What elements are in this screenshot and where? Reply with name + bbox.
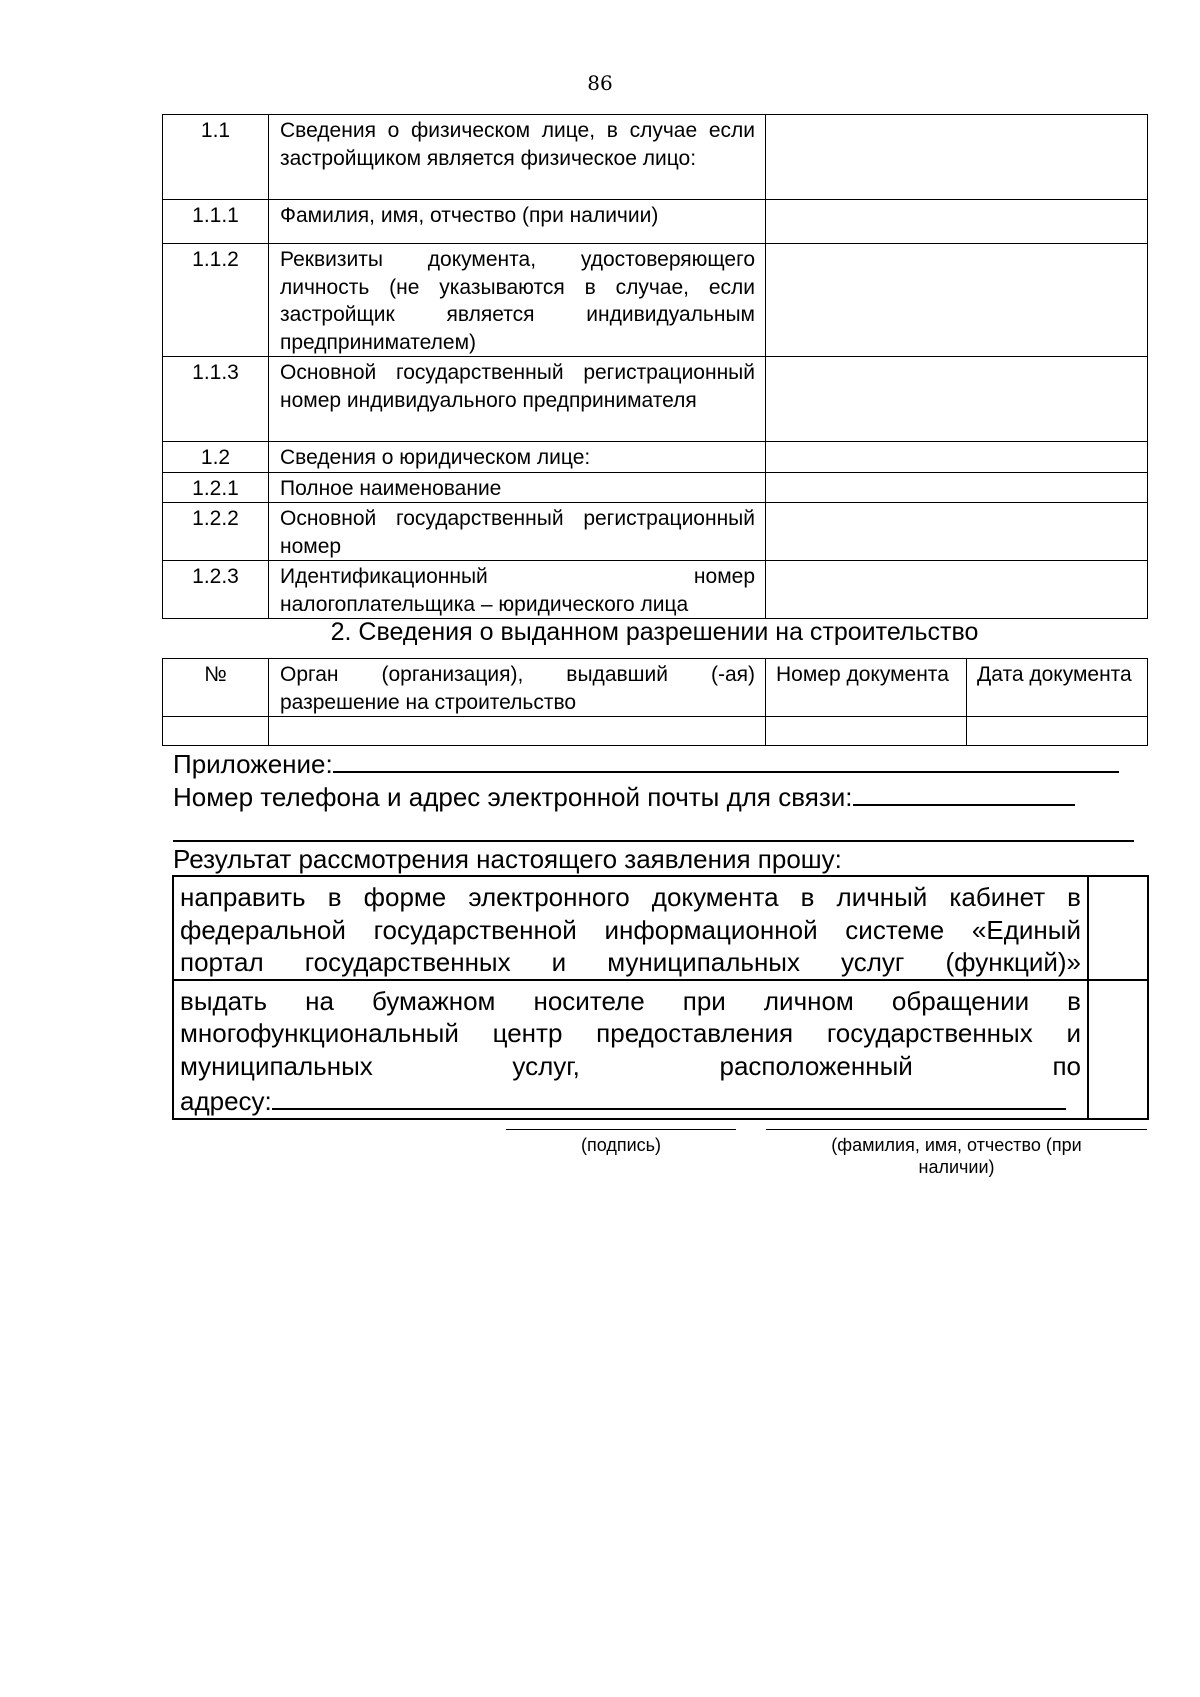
table-row: [163, 200, 1148, 244]
contact-label: Номер телефона и адрес электронной почты для связи:: [173, 782, 853, 812]
row-number: 1.1.1: [163, 200, 269, 244]
cell-number[interactable]: [163, 717, 269, 746]
appendix-field[interactable]: [333, 745, 1119, 773]
value-field[interactable]: [766, 503, 1148, 561]
value-field[interactable]: [766, 442, 1148, 473]
table-row: [163, 717, 1148, 746]
table-row: [163, 115, 1148, 200]
address-field[interactable]: [272, 1082, 1066, 1110]
table-row: [163, 357, 1148, 442]
row-number: 1.2.1: [163, 472, 269, 503]
value-field[interactable]: [766, 357, 1148, 442]
fullname-line[interactable]: [766, 1129, 1147, 1130]
table-row: [163, 561, 1148, 619]
value-field[interactable]: [766, 472, 1148, 503]
cell-organ[interactable]: [269, 717, 766, 746]
column-header-number: №: [163, 659, 269, 717]
result-label: Результат рассмотрения настоящего заявления прошу:: [173, 844, 842, 874]
contact-field-continuation[interactable]: [173, 840, 1134, 842]
table-row: [163, 472, 1148, 503]
signature-line[interactable]: [506, 1129, 736, 1130]
row-description: Сведения о физическом лице, в случае если застройщиком является физическое лицо:: [269, 115, 766, 200]
column-header-organ: Орган (организация), выдавший (-ая) разрешение на строительство: [269, 659, 766, 717]
row-description: Основной государственный регистрационный номер индивидуального предпринимателя: [269, 357, 766, 442]
row-number: 1.1: [163, 115, 269, 200]
fullname-caption-line1: (фамилия, имя, отчество (при: [831, 1135, 1082, 1155]
row-description: Основной государственный регистрационный номер: [269, 503, 766, 561]
row-description: Сведения о юридическом лице:: [269, 442, 766, 473]
option-text: выдать на бумажном носителе при личном обращении в многофункциональный центр предоставления государственных и муниципальных услуг, расположенный по: [180, 985, 1081, 1081]
address-label: адресу:: [180, 1086, 272, 1116]
row-description: Фамилия, имя, отчество (при наличии): [269, 200, 766, 244]
value-field[interactable]: [766, 561, 1148, 619]
row-description: Полное наименование: [269, 472, 766, 503]
option-electronic-text: [173, 876, 1088, 980]
cell-doc-date[interactable]: [967, 717, 1148, 746]
column-header-doc-number: Номер документа: [766, 659, 967, 717]
cell-doc-number[interactable]: [766, 717, 967, 746]
value-field[interactable]: [766, 115, 1148, 200]
option-paper-checkbox[interactable]: [1088, 980, 1148, 1119]
section-2-title: 2. Сведения о выданном разрешении на строительство: [330, 618, 979, 646]
option-paper-text: [173, 980, 1088, 1119]
option-electronic-checkbox[interactable]: [1088, 876, 1148, 980]
fullname-caption-line2: наличии): [918, 1157, 995, 1177]
contact-line: [173, 778, 1075, 813]
column-header-doc-date: Дата документа: [967, 659, 1148, 717]
fullname-block: [766, 1129, 1147, 1178]
table-row: [163, 503, 1148, 561]
page-number: 86: [587, 71, 613, 95]
table-row: [163, 244, 1148, 357]
row-description: Реквизиты документа, удостоверяющего личность (не указываются в случае, если застройщик является индивидуальным предпринимателем): [269, 244, 766, 357]
row-description: Идентификационный номер налогоплательщика – юридического лица: [269, 561, 766, 619]
option-text: направить в форме электронного документа в личный кабинет в федеральной государственной информационной системе «Единый портал государственных и муниципальных услуг (функций)»: [180, 882, 1081, 977]
applicant-info-table: [162, 114, 1148, 619]
option-address-line: [180, 1082, 1081, 1118]
permit-table: [162, 658, 1148, 746]
signature-caption: (подпись): [580, 1135, 662, 1155]
table-header-row: [163, 659, 1148, 717]
appendix-line: [173, 745, 1119, 780]
appendix-label: Приложение:: [173, 749, 333, 779]
signature-block: [506, 1129, 736, 1156]
row-number: 1.2: [163, 442, 269, 473]
row-number: 1.2.2: [163, 503, 269, 561]
table-row: [163, 442, 1148, 473]
row-number: 1.1.3: [163, 357, 269, 442]
option-row: [173, 980, 1148, 1119]
contact-field[interactable]: [853, 778, 1075, 806]
row-number: 1.2.3: [163, 561, 269, 619]
value-field[interactable]: [766, 200, 1148, 244]
value-field[interactable]: [766, 244, 1148, 357]
option-row: [173, 876, 1148, 980]
result-options-table: [172, 875, 1149, 1120]
row-number: 1.1.2: [163, 244, 269, 357]
